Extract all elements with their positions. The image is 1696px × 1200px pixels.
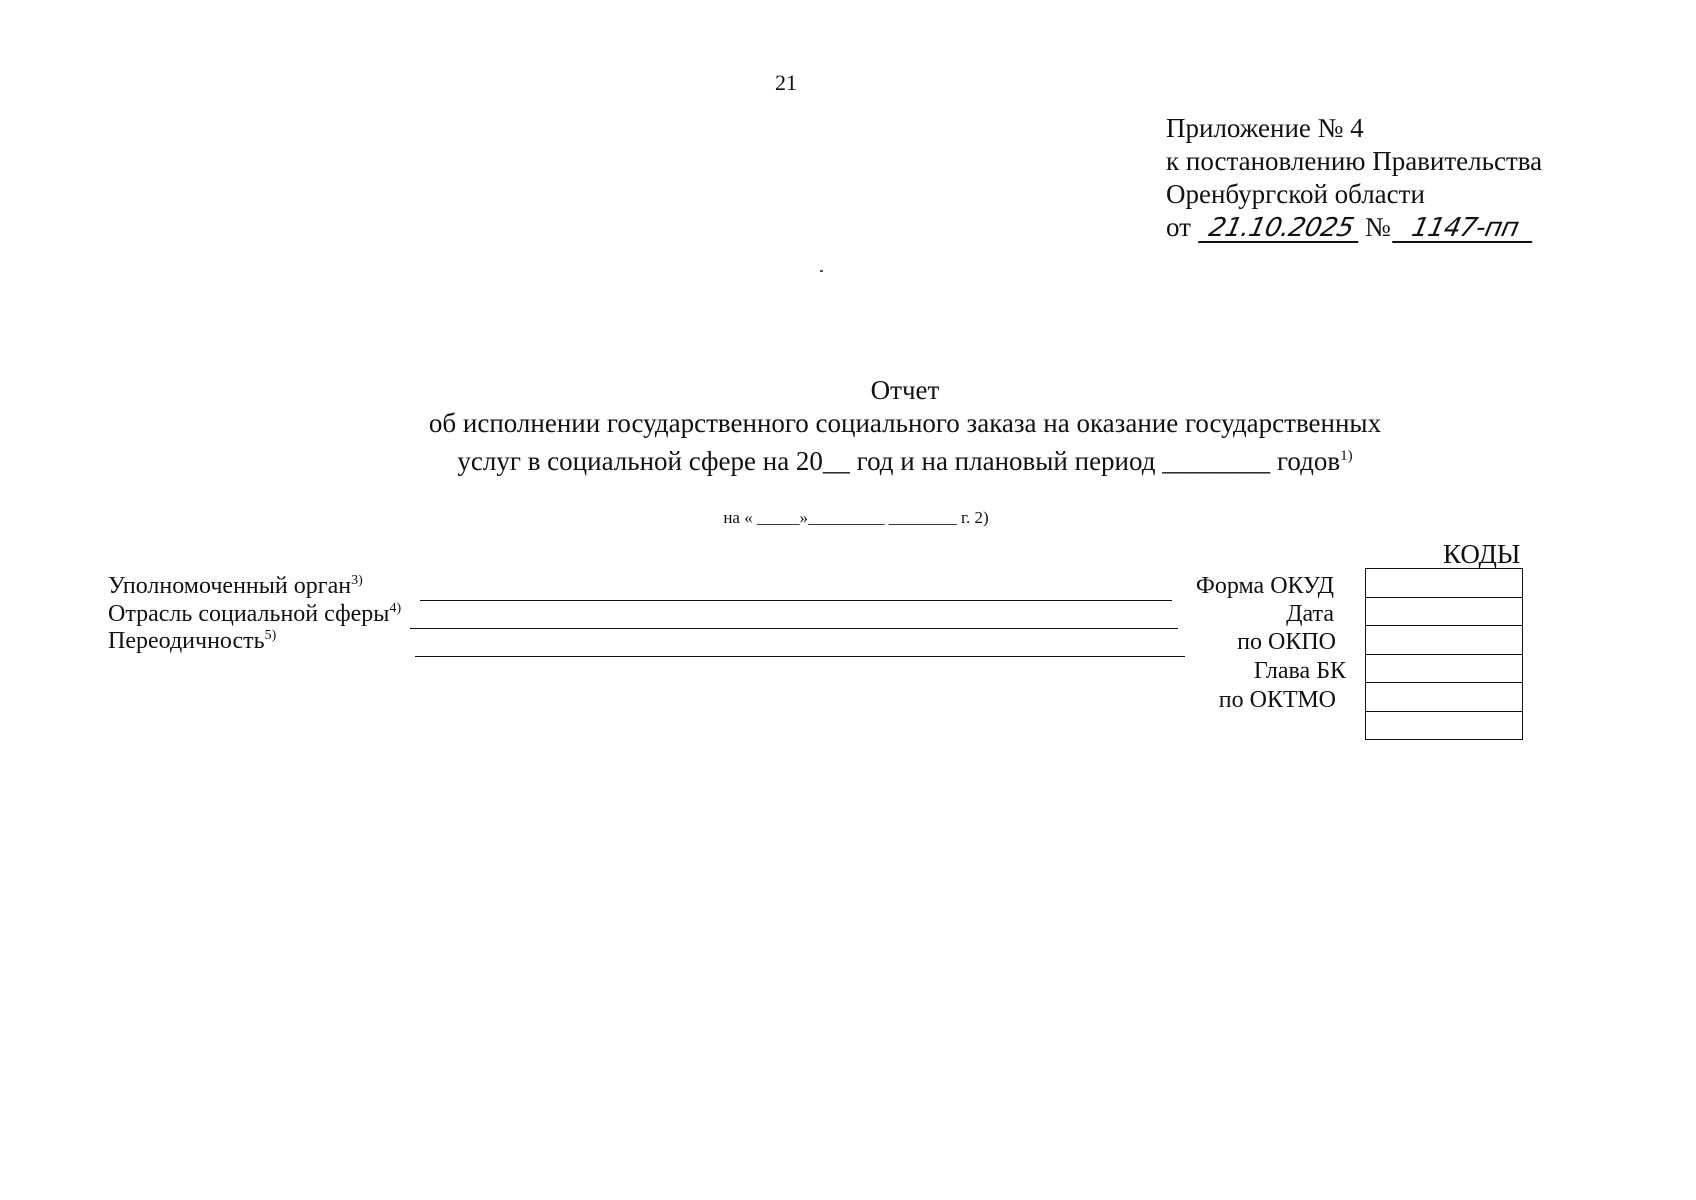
report-title <box>360 374 1450 478</box>
field-label-authority <box>108 573 363 600</box>
code-cell-date[interactable] <box>1366 598 1522 627</box>
scan-speck <box>820 270 823 272</box>
appendix-region: Оренбургской области <box>1166 179 1425 209</box>
title-line-1: Отчет <box>870 375 940 405</box>
code-cell-oktmo[interactable] <box>1366 683 1522 712</box>
field-line-periodicity[interactable] <box>415 656 1185 657</box>
code-label-oktmo: по ОКТМО <box>1218 687 1336 713</box>
code-cell-okud[interactable] <box>1366 569 1522 598</box>
field-label-periodicity-text: Переодичность <box>108 628 265 654</box>
from-label: от <box>1166 212 1191 242</box>
code-label-budget-chapter: Глава БК <box>1253 658 1346 684</box>
appendix-resolution: к постановлению Правительства <box>1166 146 1543 176</box>
footnote-1: 1) <box>1340 448 1353 464</box>
appendix-date-line <box>1166 211 1542 244</box>
codes-table <box>1365 568 1523 740</box>
field-line-authority[interactable] <box>420 600 1172 601</box>
footnote-3: 3) <box>351 573 363 588</box>
code-cell-budget-chapter[interactable] <box>1366 655 1522 684</box>
codes-title: КОДЫ <box>1443 539 1521 569</box>
footnote-4: 4) <box>389 601 402 616</box>
title-line-2: об исполнении государственного социального заказа на оказание государственных <box>428 408 1382 438</box>
handwritten-date: 21.10.2025 <box>1198 215 1364 243</box>
number-label: № <box>1364 212 1391 242</box>
code-label-okud: Форма ОКУД <box>1195 573 1334 599</box>
title-line-3 <box>360 440 1450 478</box>
title-line-3-text: услуг в социальной сфере на 20__ год и на плановый период ________ годов <box>457 446 1341 476</box>
handwritten-number: 1147-пп <box>1392 215 1538 243</box>
code-label-date: Дата <box>1286 601 1334 627</box>
field-line-sector[interactable] <box>410 628 1178 629</box>
code-cell-okpo[interactable] <box>1366 626 1522 655</box>
field-label-sector <box>108 601 401 628</box>
field-label-periodicity <box>108 628 276 655</box>
footnote-5: 5) <box>264 628 277 643</box>
appendix-header <box>1166 112 1542 244</box>
code-label-okpo: по ОКПО <box>1237 629 1336 655</box>
code-cell-extra[interactable] <box>1366 712 1522 740</box>
field-label-authority-text: Уполномоченный орган <box>108 573 352 599</box>
page-number: 21 <box>775 70 797 95</box>
field-label-sector-text: Отрасль социальной сферы <box>108 601 390 627</box>
appendix-title: Приложение № 4 <box>1166 113 1364 143</box>
report-date-line: на « _____»_________ ________ г. 2) <box>723 508 989 527</box>
